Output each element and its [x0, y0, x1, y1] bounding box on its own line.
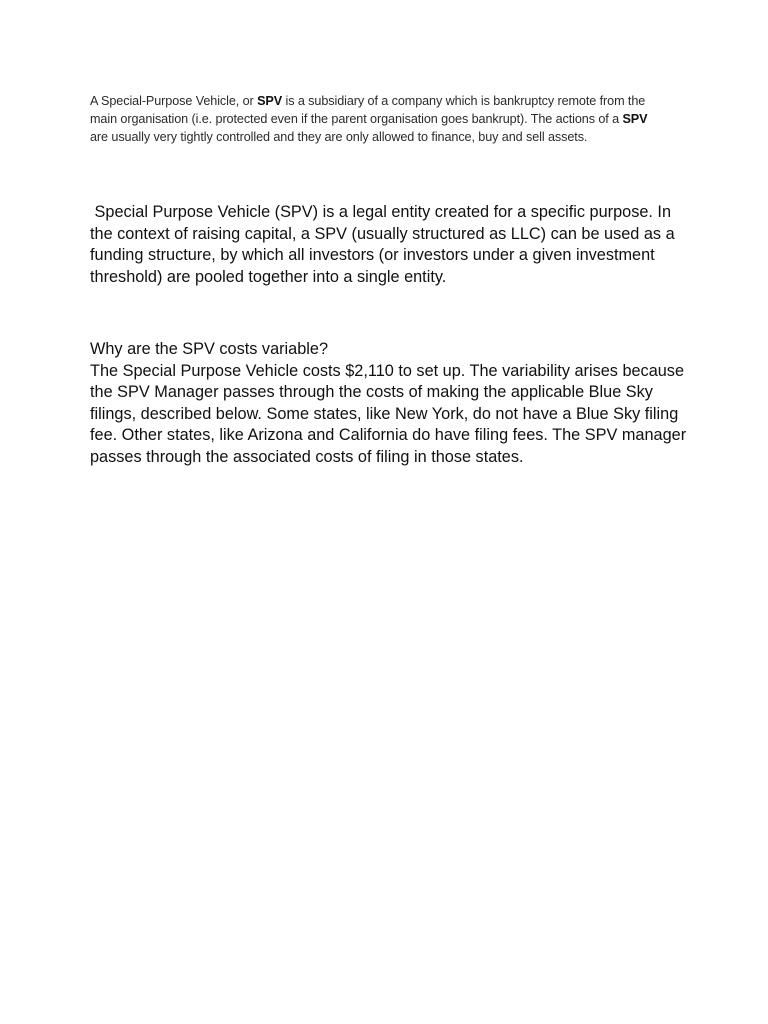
- spv-bold-term: SPV: [257, 93, 283, 108]
- paragraph-text: are usually very tightly controlled and they are only allowed to finance, buy and sell assets.: [90, 129, 588, 144]
- spv-costs-question: Why are the SPV costs variable?: [90, 340, 328, 358]
- spv-bold-term: SPV: [622, 111, 648, 126]
- paragraph-text: is a subsidiary of a company which is bankruptcy remote from the main organisation (i.e. protected even if the parent organisation goes bankrupt). The actions of a: [90, 93, 646, 126]
- spv-legal-entity-paragraph: [90, 202, 690, 288]
- spv-costs-section: [90, 339, 690, 468]
- spv-costs-answer: The Special Purpose Vehicle costs $2,110 to set up. The variability arises because the SPV Manager passes through the costs of making the applicable Blue Sky filings, described below. Some states, like New York, do not have a Blue Sky filing fee. Other states, like Arizona and California do have filing fees. The SPV manager passes through the associated costs of filing in those states.: [90, 361, 687, 466]
- paragraph-text: Special Purpose Vehicle (SPV) is a legal entity created for a specific purpose. In the context of raising capital, a SPV (usually structured as LLC) can be used as a funding structure, by which all investors (or investors under a given investment threshold) are pooled together into a single entity.: [90, 203, 680, 286]
- paragraph-text: A Special-Purpose Vehicle, or: [90, 93, 258, 108]
- spv-definition-paragraph: [90, 92, 660, 146]
